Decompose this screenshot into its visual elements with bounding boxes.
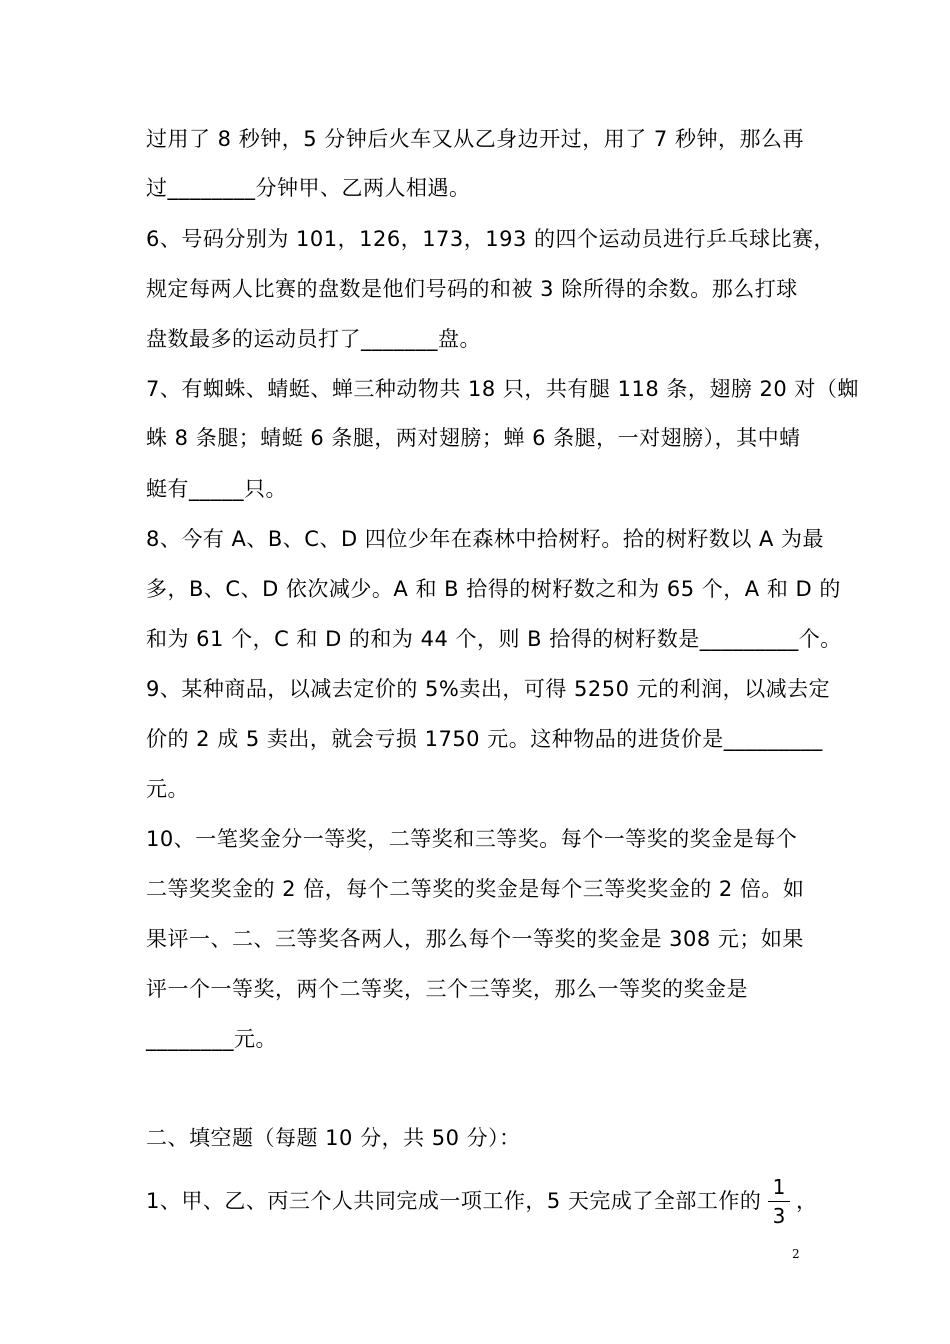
text-line: ________元。 bbox=[146, 1027, 277, 1051]
fraction-bar bbox=[768, 1201, 790, 1202]
text-line: 10、一笔奖金分一等奖，二等奖和三等奖。每个一等奖的奖金是每个 bbox=[146, 827, 798, 851]
text-line: 9、某种商品，以减去定价的 5%卖出，可得 5250 元的利润，以减去定 bbox=[146, 677, 831, 701]
text-line: 元。 bbox=[146, 777, 189, 801]
text-line: 过用了 8 秒钟，5 分钟后火车又从乙身边开过，用了 7 秒钟，那么再 bbox=[146, 127, 804, 151]
text-line: 果评一、二、三等奖各两人，那么每个一等奖的奖金是 308 元；如果 bbox=[146, 927, 804, 951]
text-line: 过________分钟甲、乙两人相遇。 bbox=[146, 176, 471, 200]
trailing-comma: ， bbox=[796, 1189, 817, 1213]
fraction-numerator: 1 bbox=[772, 1175, 786, 1199]
fraction bbox=[768, 1174, 790, 1229]
text-line: 1、甲、乙、丙三个人共同完成一项工作，5 天完成了全部工作的 bbox=[146, 1189, 762, 1213]
page-number: 2 bbox=[792, 1247, 800, 1261]
text-line: 多，B、C、D 依次减少。A 和 B 拾得的树籽数之和为 65 个，A 和 D 的 bbox=[146, 577, 841, 601]
text-line: 蛛 8 条腿；蜻蜓 6 条腿，两对翅膀；蝉 6 条腿，一对翅膀），其中蜻 bbox=[146, 426, 801, 450]
text-line: 评一个一等奖，两个二等奖，三个三等奖，那么一等奖的奖金是 bbox=[146, 977, 748, 1001]
text-line: 盘数最多的运动员打了_______盘。 bbox=[146, 327, 481, 351]
text-line: 价的 2 成 5 卖出，就会亏损 1750 元。这种物品的进货价是_________ bbox=[146, 727, 823, 751]
fraction-denominator: 3 bbox=[772, 1204, 786, 1228]
section-heading: 二、填空题（每题 10 分，共 50 分）： bbox=[146, 1126, 521, 1150]
text-line: 6、号码分别为 101，126，173，193 的四个运动员进行乒乓球比赛， bbox=[146, 227, 836, 251]
text-line: 7、有蜘蛛、蜻蜓、蝉三种动物共 18 只，共有腿 118 条，翅膀 20 对（蜘 bbox=[146, 377, 859, 401]
text-line: 蜓有_____只。 bbox=[146, 477, 287, 501]
text-line: 二等奖奖金的 2 倍，每个二等奖的奖金是每个三等奖奖金的 2 倍。如 bbox=[146, 877, 805, 901]
text-line: 8、今有 A、B、C、D 四位少年在森林中拾树籽。拾的树籽数以 A 为最 bbox=[146, 527, 825, 551]
text-line: 和为 61 个，C 和 D 的和为 44 个，则 B 拾得的树籽数是_________个。 bbox=[146, 627, 842, 651]
text-line: 规定每两人比赛的盘数是他们号码的和被 3 除所得的余数。那么打球 bbox=[146, 277, 798, 301]
